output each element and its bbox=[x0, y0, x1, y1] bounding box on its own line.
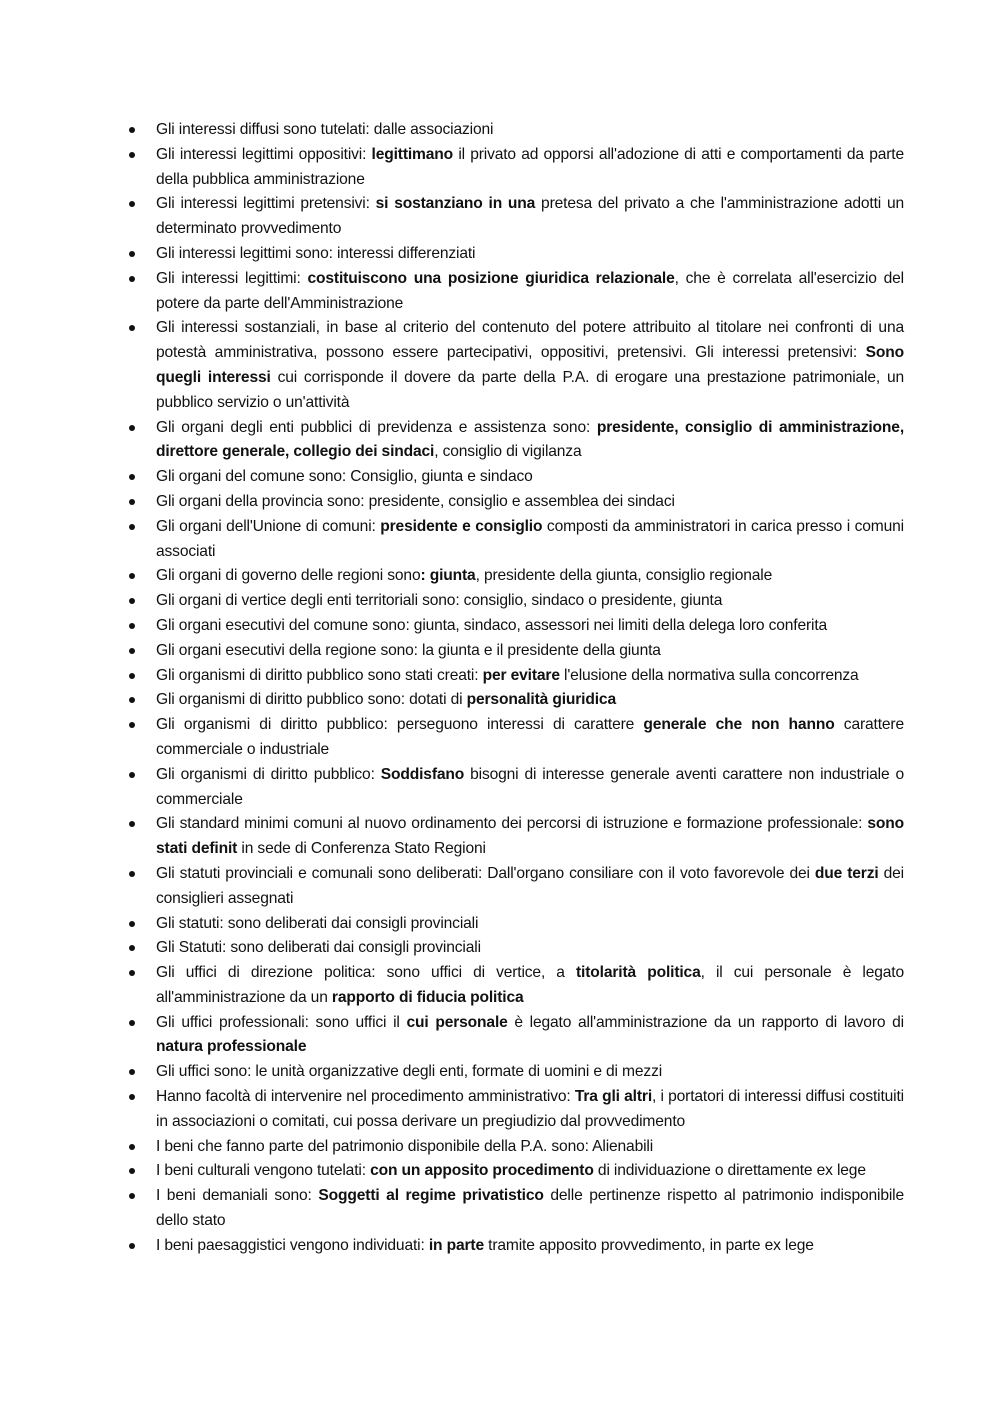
list-item bbox=[156, 614, 904, 639]
list-item bbox=[156, 416, 904, 466]
item-text: Gli organismi di diritto pubblico sono: dotati di bbox=[156, 691, 467, 709]
list-item bbox=[156, 1184, 904, 1234]
item-text: , consiglio di vigilanza bbox=[434, 443, 582, 461]
bullet-icon bbox=[129, 425, 135, 431]
list-item bbox=[156, 862, 904, 912]
bold-text: cui personale bbox=[406, 1013, 508, 1031]
bullet-icon bbox=[129, 251, 135, 257]
bold-text: generale che non hanno bbox=[643, 716, 835, 734]
item-text: Gli interessi legittimi pretensivi: bbox=[156, 195, 376, 213]
item-text: Gli organi di governo delle regioni sono bbox=[156, 567, 421, 585]
list-item bbox=[156, 1060, 904, 1085]
bullet-icon bbox=[129, 945, 135, 951]
bold-text: Soggetti al regime privatistico bbox=[318, 1187, 544, 1205]
item-text: Gli Statuti: sono deliberati dai consigli provinciali bbox=[156, 939, 481, 957]
list-item bbox=[156, 763, 904, 813]
list-item bbox=[156, 267, 904, 317]
list-item bbox=[156, 143, 904, 193]
item-text: I beni demaniali sono: bbox=[156, 1187, 319, 1205]
list-item bbox=[156, 192, 904, 242]
bold-text: Sono quegli interessi bbox=[156, 344, 904, 386]
item-text: Gli uffici sono: le unità organizzative degli enti, formate di uomini e di mezzi bbox=[156, 1063, 663, 1081]
item-text: Gli interessi legittimi: bbox=[156, 269, 308, 287]
bullet-icon bbox=[129, 598, 135, 604]
list-item bbox=[156, 961, 904, 1011]
bullet-icon bbox=[129, 1193, 135, 1199]
bold-text: personalità giuridica bbox=[466, 691, 616, 709]
list-item bbox=[156, 316, 904, 415]
bullet-icon bbox=[129, 325, 135, 331]
bullet-icon bbox=[129, 673, 135, 679]
bold-text: presidente e consiglio bbox=[380, 517, 543, 535]
bullet-list bbox=[156, 118, 904, 1259]
item-text: tramite apposito provvedimento, in parte ex lege bbox=[483, 1236, 814, 1254]
item-text: Gli organi della provincia sono: presidente, consiglio e assemblea dei sindaci bbox=[156, 492, 675, 510]
bullet-icon bbox=[129, 474, 135, 480]
item-text: , il cui personale è legato all'amministrazione da un bbox=[156, 964, 904, 1006]
item-text: Gli organismi di diritto pubblico: perseguono interessi di carattere bbox=[156, 716, 644, 734]
list-item bbox=[156, 515, 904, 565]
item-text: , che è correlata all'esercizio del potere da parte dell'Amministrazione bbox=[156, 269, 904, 312]
bullet-icon bbox=[129, 821, 135, 827]
bold-text: con un apposito procedimento bbox=[370, 1162, 594, 1180]
list-item bbox=[156, 589, 904, 614]
list-item bbox=[156, 1159, 904, 1184]
bullet-icon bbox=[129, 524, 135, 530]
item-text: pretesa del privato a che l'amministrazione adotti un determinato provvedimento bbox=[156, 195, 904, 238]
list-item bbox=[156, 564, 904, 589]
item-text: Gli uffici professionali: sono uffici il bbox=[156, 1013, 407, 1031]
list-item bbox=[156, 465, 904, 490]
list-item bbox=[156, 242, 904, 267]
bold-text: due terzi bbox=[814, 864, 879, 882]
bullet-icon bbox=[129, 276, 135, 282]
bullet-icon bbox=[129, 573, 135, 579]
item-text: Gli interessi legittimi oppositivi: bbox=[156, 145, 372, 163]
bullet-icon bbox=[129, 722, 135, 728]
bold-text: costituiscono una posizione giuridica relazionale bbox=[307, 269, 675, 287]
bold-text: presidente, consiglio di amministrazione, direttore generale, collegio dei sindaci bbox=[156, 418, 904, 461]
bullet-icon bbox=[129, 772, 135, 778]
item-text: composti da amministratori in carica presso i comuni associati bbox=[156, 517, 905, 560]
list-item bbox=[156, 713, 904, 763]
bold-text: in parte bbox=[428, 1236, 484, 1254]
item-text: bisogni di interesse generale aventi carattere non industriale o commerciale bbox=[156, 765, 904, 808]
item-text: Gli organismi di diritto pubblico sono stati creati: bbox=[156, 666, 483, 684]
item-text: Gli statuti: sono deliberati dai consigli provinciali bbox=[156, 914, 479, 932]
list-item bbox=[156, 936, 904, 961]
bold-text: rapporto di fiducia politica bbox=[331, 988, 524, 1006]
list-item bbox=[156, 1135, 904, 1160]
item-text: Gli standard minimi comuni al nuovo ordinamento dei percorsi di istruzione e formazione professionale: bbox=[156, 815, 868, 833]
item-text: , presidente della giunta, consiglio regionale bbox=[475, 567, 773, 585]
item-text: I beni culturali vengono tutelati: bbox=[156, 1162, 371, 1180]
item-text: di individuazione o direttamente ex lege bbox=[593, 1162, 866, 1180]
bold-text: : giunta bbox=[420, 567, 476, 585]
item-text: Gli organi dell'Unione di comuni: bbox=[156, 517, 381, 535]
bullet-icon bbox=[129, 1069, 135, 1075]
list-item bbox=[156, 1234, 904, 1259]
item-text: Gli organi esecutivi della regione sono: la giunta e il presidente della giunta bbox=[156, 641, 661, 659]
list-item bbox=[156, 118, 904, 143]
bold-text: titolarità politica bbox=[576, 964, 701, 982]
item-text: Gli uffici di direzione politica: sono uffici di vertice, a bbox=[156, 964, 577, 982]
bold-text: natura professionale bbox=[156, 1038, 307, 1056]
item-text: Gli organi di vertice degli enti territoriali sono: consiglio, sindaco o presidente, giunta bbox=[156, 592, 723, 610]
bold-text: si sostanziano in una bbox=[375, 195, 536, 213]
bold-text: legittimano bbox=[371, 145, 454, 163]
item-text: Gli organi esecutivi del comune sono: giunta, sindaco, assessori nei limiti della delega loro conferita bbox=[156, 616, 828, 634]
bold-text: Soddisfano bbox=[380, 765, 465, 783]
item-text: dei consiglieri assegnati bbox=[156, 864, 904, 907]
item-text: Gli interessi sostanziali, in base al criterio del contenuto del potere attribuito al titolare nei confronti di una potestà amministrativa, possono essere partecipativi, oppositivi, pretensivi. Gli interessi pretensivi: bbox=[156, 319, 904, 362]
bullet-icon bbox=[129, 970, 135, 976]
bullet-icon bbox=[129, 623, 135, 629]
bullet-icon bbox=[129, 648, 135, 654]
item-text: il privato ad opporsi all'adozione di atti e comportamenti da parte della pubblica amministrazione bbox=[156, 145, 904, 188]
item-text: , i portatori di interessi diffusi costituiti in associazioni o comitati, cui possa derivare un pregiudizio dal provvedimento bbox=[156, 1088, 904, 1130]
list-item bbox=[156, 664, 904, 689]
list-item bbox=[156, 639, 904, 664]
item-text: I beni che fanno parte del patrimonio disponibile della P.A. sono: Alienabili bbox=[156, 1137, 654, 1155]
bullet-icon bbox=[129, 871, 135, 877]
item-text: è legato all'amministrazione da un rapporto di lavoro di bbox=[507, 1013, 904, 1031]
bullet-icon bbox=[129, 1020, 135, 1026]
list-item bbox=[156, 812, 904, 862]
bullet-icon bbox=[129, 1094, 135, 1100]
bold-text: per evitare bbox=[482, 666, 560, 684]
item-text: Hanno facoltà di intervenire nel procedimento amministrativo: bbox=[156, 1088, 575, 1106]
item-text: delle pertinenze rispetto al patrimonio indisponibile dello stato bbox=[156, 1187, 904, 1230]
bold-text: Tra gli altri bbox=[574, 1088, 653, 1106]
item-text: Gli organi del comune sono: Consiglio, giunta e sindaco bbox=[156, 468, 533, 486]
item-text: Gli statuti provinciali e comunali sono deliberati: Dall'organo consiliare con il voto favorevole dei bbox=[156, 864, 815, 882]
list-item bbox=[156, 1011, 904, 1061]
item-text: carattere commerciale o industriale bbox=[156, 716, 904, 758]
list-item bbox=[156, 490, 904, 515]
bullet-icon bbox=[129, 499, 135, 505]
list-item bbox=[156, 912, 904, 937]
bullet-icon bbox=[129, 921, 135, 927]
item-text: Gli organismi di diritto pubblico: bbox=[156, 765, 381, 783]
item-text: l'elusione della normativa sulla concorrenza bbox=[559, 666, 859, 684]
bullet-icon bbox=[129, 697, 135, 703]
item-text: Gli organi degli enti pubblici di previdenza e assistenza sono: bbox=[156, 418, 597, 436]
bullet-icon bbox=[129, 152, 135, 158]
item-text: Gli interessi legittimi sono: interessi differenziati bbox=[156, 244, 476, 262]
list-item bbox=[156, 688, 904, 713]
item-text: Gli interessi diffusi sono tutelati: dalle associazioni bbox=[156, 121, 494, 138]
item-text: I beni paesaggistici vengono individuati: bbox=[156, 1236, 429, 1254]
bullet-icon bbox=[129, 1168, 135, 1174]
item-text: cui corrisponde il dovere da parte della P.A. di erogare una prestazione patrimoniale, un pubblico servizio o un'attività bbox=[156, 368, 904, 411]
item-text: in sede di Conferenza Stato Regioni bbox=[237, 840, 486, 858]
list-item bbox=[156, 1085, 904, 1135]
bold-text: sono stati definit bbox=[156, 815, 904, 858]
bullet-icon bbox=[129, 201, 135, 207]
bullet-icon bbox=[129, 127, 135, 133]
bullet-icon bbox=[129, 1144, 135, 1150]
bullet-icon bbox=[129, 1243, 135, 1249]
